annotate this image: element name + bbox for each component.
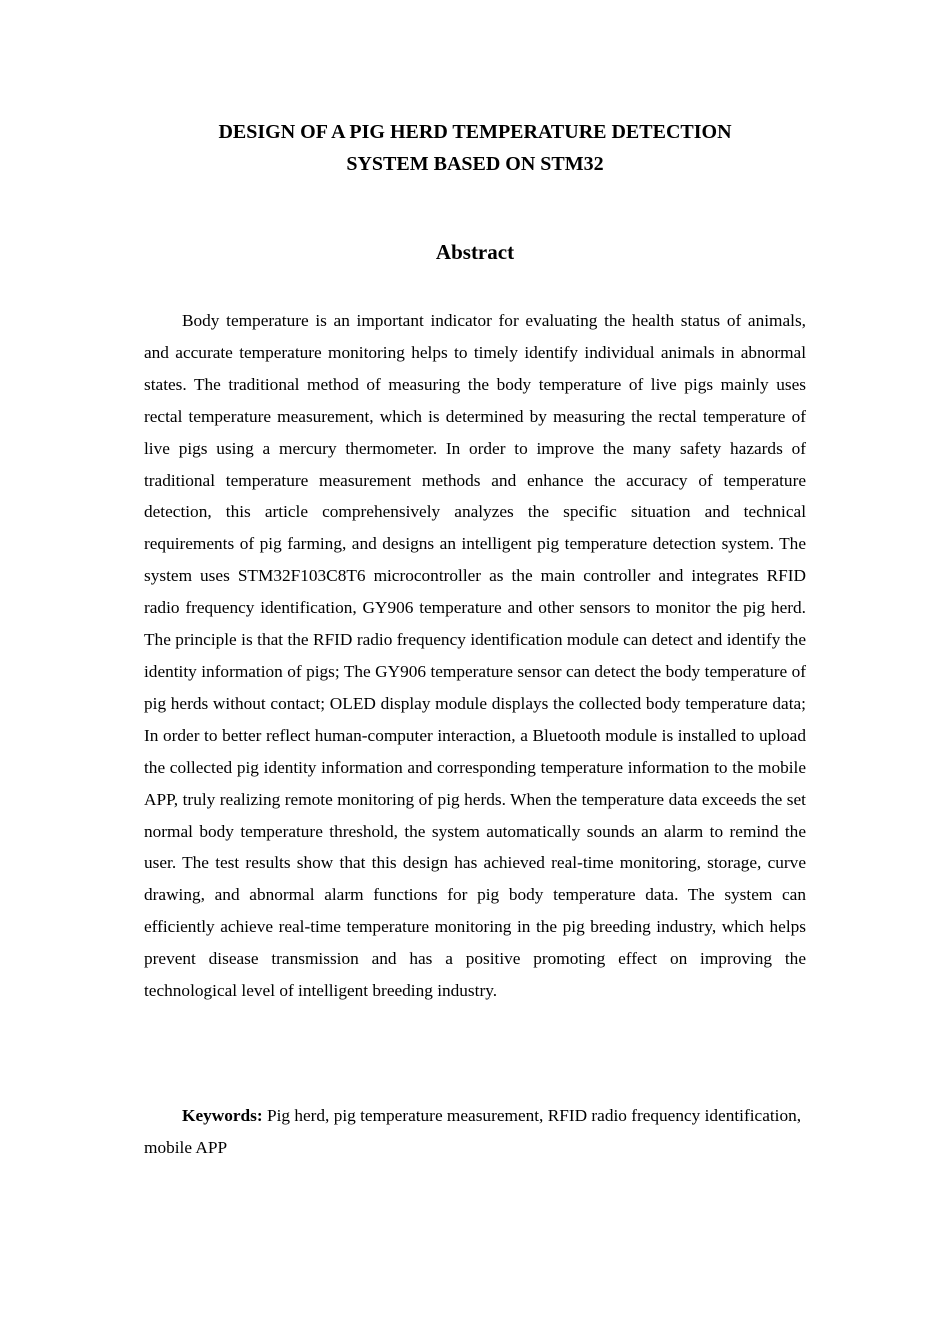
keywords-text: Pig herd, pig temperature measurement, RFID radio frequency identification, mobile APP bbox=[144, 1106, 802, 1157]
abstract-heading: Abstract bbox=[435, 240, 515, 264]
paper-title-line-1: DESIGN OF A PIG HERD TEMPERATURE DETECTION bbox=[218, 121, 732, 143]
abstract-body: Body temperature is an important indicator for evaluating the health status of animals, and accurate temperature monitoring helps to timely identify individual animals in abnormal states. The traditional method of measuring the body temperature of live pigs mainly uses rectal temperature measurement, which is determined by measuring the rectal temperature of live pigs using a mercury thermometer. In order to improve the many safety hazards of traditional temperature measurement methods and enhance the accuracy of temperature detection, this article comprehensively analyzes the specific situation and technical requirements of pig farming, and designs an intelligent pig temperature detection system. The system uses STM32F103C8T6 microcontroller as the main controller and integrates RFID radio frequency identification, GY906 temperature and other sensors to monitor the pig herd. The principle is that the RFID radio frequency identification module can detect and identify the identity information of pigs; The GY906 temperature sensor can detect the body temperature of pig herds without contact; OLED display module displays the collected body temperature data; In order to better reflect human-computer interaction, a Bluetooth module is installed to upload the collected pig identity information and corresponding temperature information to the mobile APP, truly realizing remote monitoring of pig herds. When the temperature data exceeds the set normal body temperature threshold, the system automatically sounds an alarm to remind the user. The test results show that this design has achieved real-time monitoring, storage, curve drawing, and abnormal alarm functions for pig body temperature data. The system can efficiently achieve real-time temperature monitoring in the pig breeding industry, which helps prevent disease transmission and has a positive promoting effect on improving the technological level of intelligent breeding industry. bbox=[144, 311, 806, 1001]
keywords-label: Keywords: bbox=[182, 1106, 263, 1125]
paper-title-line-2: SYSTEM BASED ON STM32 bbox=[346, 153, 604, 175]
keywords-paragraph bbox=[144, 1100, 806, 1163]
paper-title bbox=[100, 116, 850, 180]
